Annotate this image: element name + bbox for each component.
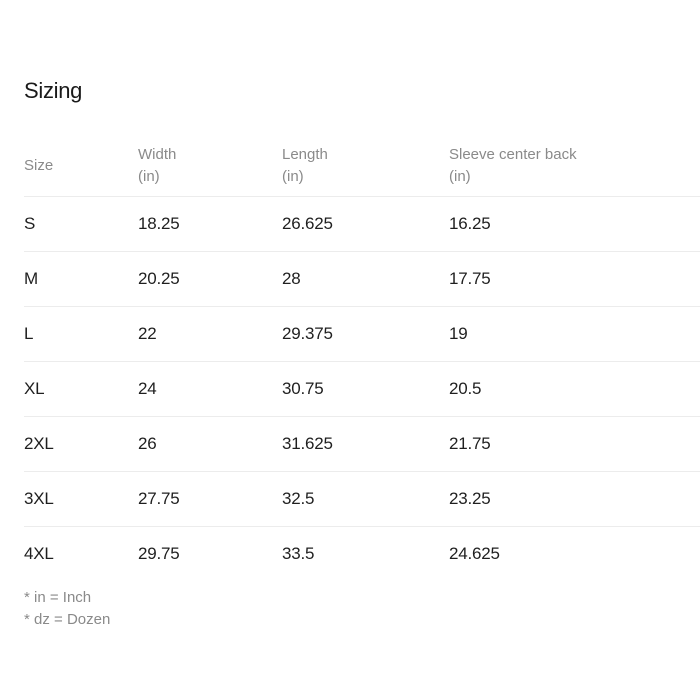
header-width-unit: (in): [138, 168, 160, 185]
header-size-label: Size: [24, 157, 54, 174]
length-cell: 31.625: [282, 434, 333, 453]
size-cell: XL: [24, 379, 45, 398]
table-row: [24, 252, 700, 307]
sleeve-cell: 19: [449, 324, 468, 343]
sleeve-cell: 23.25: [449, 489, 491, 508]
length-cell: 28: [282, 269, 301, 288]
length-cell: 26.625: [282, 214, 333, 233]
header-length: [282, 136, 328, 196]
width-cell: 22: [138, 324, 157, 343]
table-header: [24, 136, 700, 197]
width-cell: 29.75: [138, 544, 180, 563]
size-cell: 2XL: [24, 434, 54, 453]
length-cell: 30.75: [282, 379, 324, 398]
header-length-unit: (in): [282, 168, 304, 185]
header-sleeve-unit: (in): [449, 168, 471, 185]
width-cell: 27.75: [138, 489, 180, 508]
header-length-label: Length: [282, 146, 328, 163]
length-cell: 29.375: [282, 324, 333, 343]
header-size: [24, 136, 53, 196]
header-sleeve: [449, 136, 577, 196]
section-title: Sizing: [24, 78, 83, 103]
size-cell: M: [24, 269, 38, 288]
sleeve-cell: 16.25: [449, 214, 491, 233]
sizing-table: [24, 136, 700, 581]
sleeve-cell: 17.75: [449, 269, 491, 288]
size-cell: 3XL: [24, 489, 54, 508]
size-cell: 4XL: [24, 544, 54, 563]
width-cell: 20.25: [138, 269, 180, 288]
footnote-inch: * in = Inch: [24, 589, 92, 606]
table-row: [24, 307, 700, 362]
sleeve-cell: 21.75: [449, 434, 491, 453]
width-cell: 26: [138, 434, 157, 453]
header-sleeve-label: Sleeve center back: [449, 146, 577, 163]
table-row: [24, 472, 700, 527]
header-width: [138, 136, 176, 196]
table-row: [24, 417, 700, 472]
table-row: [24, 362, 700, 417]
table-row: [24, 527, 700, 581]
sleeve-cell: 20.5: [449, 379, 482, 398]
footnote-dozen: * dz = Dozen: [24, 611, 111, 628]
size-cell: S: [24, 214, 36, 233]
length-cell: 32.5: [282, 489, 315, 508]
length-cell: 33.5: [282, 544, 315, 563]
size-cell: L: [24, 324, 34, 343]
table-row: [24, 197, 700, 252]
footnotes: [24, 587, 110, 631]
width-cell: 24: [138, 379, 157, 398]
width-cell: 18.25: [138, 214, 180, 233]
header-width-label: Width: [138, 146, 177, 163]
sleeve-cell: 24.625: [449, 544, 500, 563]
